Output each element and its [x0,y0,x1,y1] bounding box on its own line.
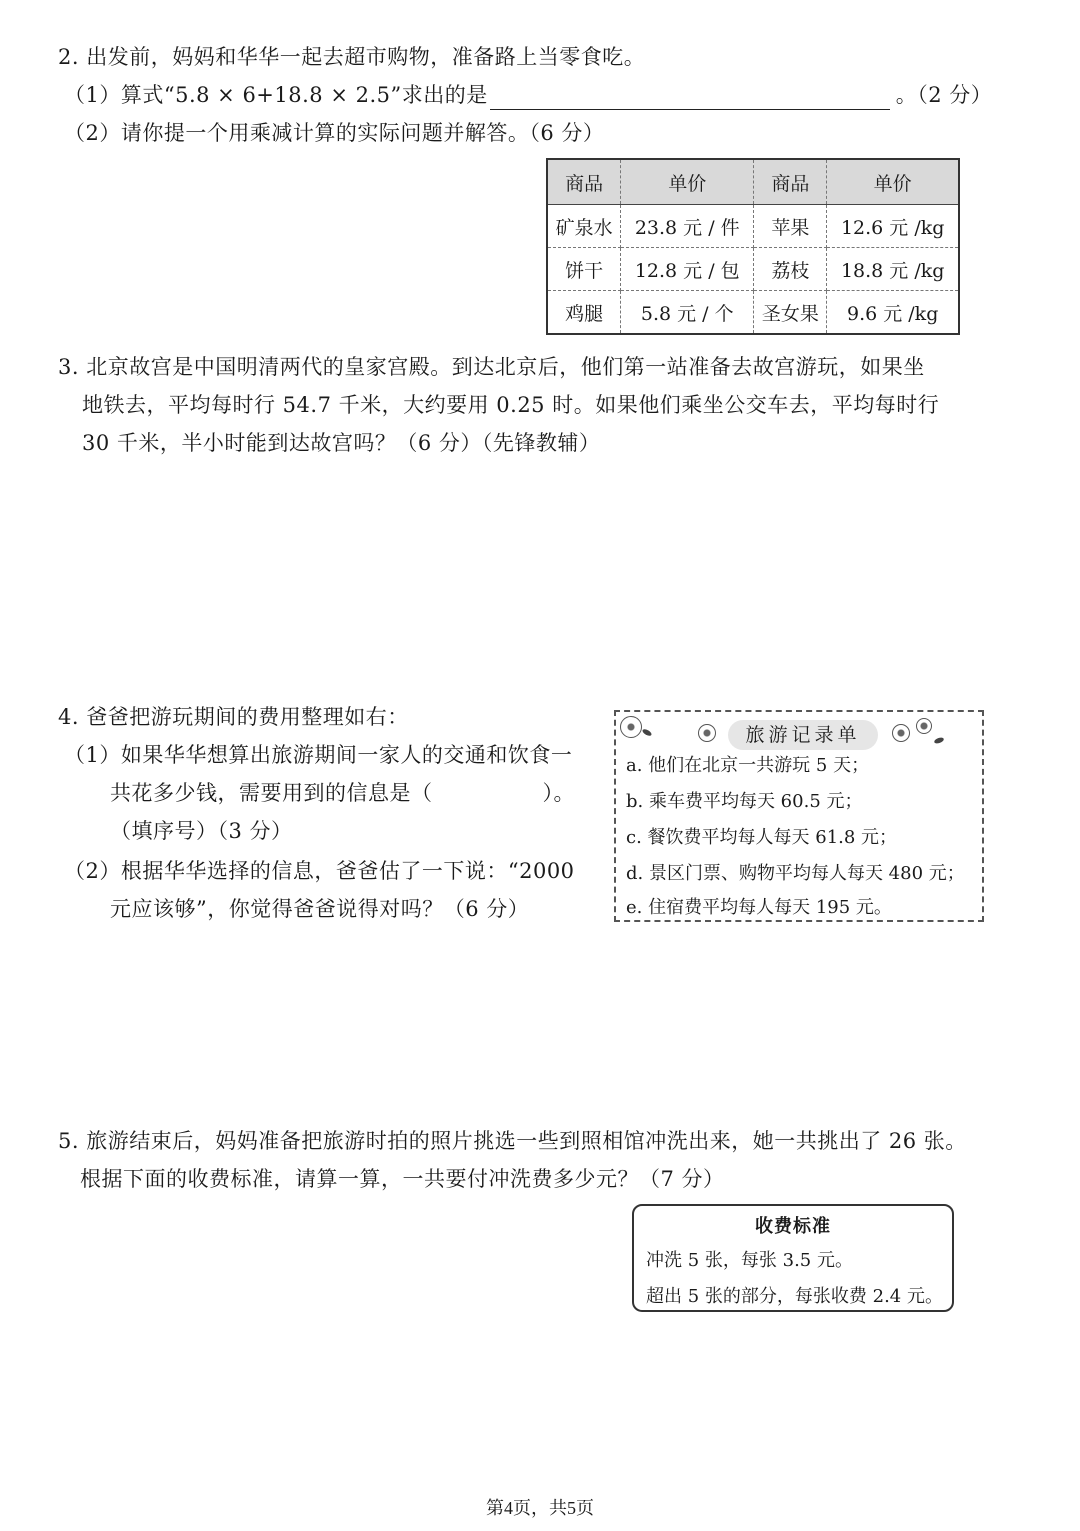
travel-record-box [614,710,984,922]
q4-sub2-line1: （2）根据华华选择的信息，爸爸估了一下说：“2000 [64,859,575,883]
q4-sub1-suffix: ）。 [542,781,575,805]
table-row [547,205,959,248]
q2-sub2: （2）请你提一个用乘减计算的实际问题并解答。（6 分） [64,121,605,145]
table-cell: 18.8 元 /kg [827,248,959,291]
q3-line2: 地铁去，平均每时行 54.7 千米，大约要用 0.25 时。如果他们乘坐公交车去，平均每时行 [82,393,940,417]
q5-line1: 5. 旅游结束后，妈妈准备把旅游时拍的照片挑选一些到照相馆冲洗出来，她一共挑出了 26 张。 [58,1129,967,1153]
q2-sub1-prefix: （1）算式“5.8 × 6+18.8 × 2.5”求出的是 [64,83,488,107]
q2-sub1-suffix: 。（2 分） [895,83,993,107]
fee-standard-box [632,1204,954,1312]
table-cell: 饼干 [547,248,621,291]
record-item-c: c. 餐饮费平均每人每天 61.8 元； [626,827,898,848]
table-cell: 23.8 元 / 件 [621,205,754,248]
price-table [546,158,960,335]
fee-title: 收费标准 [755,1216,831,1237]
table-cell: 鸡腿 [547,291,621,335]
record-item-a: a. 他们在北京一共游玩 5 天； [626,755,870,776]
q2-sub1 [64,80,992,110]
q4-sub1-line2 [110,778,575,808]
price-table-header [547,159,959,205]
fee-line-2: 超出 5 张的部分，每张收费 2.4 元。 [646,1286,943,1307]
q2-answer-blank[interactable] [490,87,890,110]
col-header: 商品 [754,159,827,205]
q3-line1: 3. 北京故宫是中国明清两代的皇家宫殿。到达北京后，他们第一站准备去故宫游玩，如果坐 [58,355,925,379]
q5-line2: 根据下面的收费标准，请算一算，一共要付冲洗费多少元？（7 分） [80,1167,725,1191]
flower-icon [620,716,642,738]
q4-sub1-line1: （1）如果华华想算出旅游期间一家人的交通和饮食一 [64,743,573,767]
q3-line3: 30 千米，半小时能到达故宫吗？（6 分）（先锋教辅） [82,431,601,455]
table-cell: 矿泉水 [547,205,621,248]
leaf-icon [933,736,944,744]
col-header: 单价 [621,159,754,205]
fee-line-1: 冲洗 5 张，每张 3.5 元。 [646,1250,853,1271]
q3-answer-area[interactable] [58,470,1018,690]
table-cell: 9.6 元 /kg [827,291,959,335]
q4-answer-area[interactable] [58,940,1018,1110]
table-cell: 苹果 [754,205,827,248]
flower-icon [892,724,910,742]
q4-title: 4. 爸爸把游玩期间的费用整理如右： [58,705,409,729]
page-footer: 第4页，共5页 [486,1498,594,1518]
record-title: 旅游记录单 [728,720,878,750]
table-row [547,291,959,335]
table-cell: 12.8 元 / 包 [621,248,754,291]
table-cell: 圣女果 [754,291,827,335]
col-header: 单价 [827,159,959,205]
table-cell: 荔枝 [754,248,827,291]
table-cell: 5.8 元 / 个 [621,291,754,335]
q4-sub1-prefix: 共花多少钱，需要用到的信息是（ [110,781,433,805]
q4-sub2-line2: 元应该够”，你觉得爸爸说得对吗？（6 分） [110,897,530,921]
col-header: 商品 [547,159,621,205]
record-item-d: d. 景区门票、购物平均每人每天 480 元； [626,863,965,884]
flower-icon [698,724,716,742]
table-row [547,248,959,291]
q5-answer-area[interactable] [58,1330,1018,1480]
table-cell: 12.6 元 /kg [827,205,959,248]
record-item-e: e. 住宿费平均每人每天 195 元。 [626,897,892,918]
record-item-b: b. 乘车费平均每天 60.5 元； [626,791,863,812]
q4-sub1-line3: （填序号）（3 分） [110,819,293,843]
q2-title: 2. 出发前，妈妈和华华一起去超市购物，准备路上当零食吃。 [58,45,646,69]
flower-icon [916,718,932,734]
leaf-icon [641,728,652,737]
record-header [616,714,982,754]
